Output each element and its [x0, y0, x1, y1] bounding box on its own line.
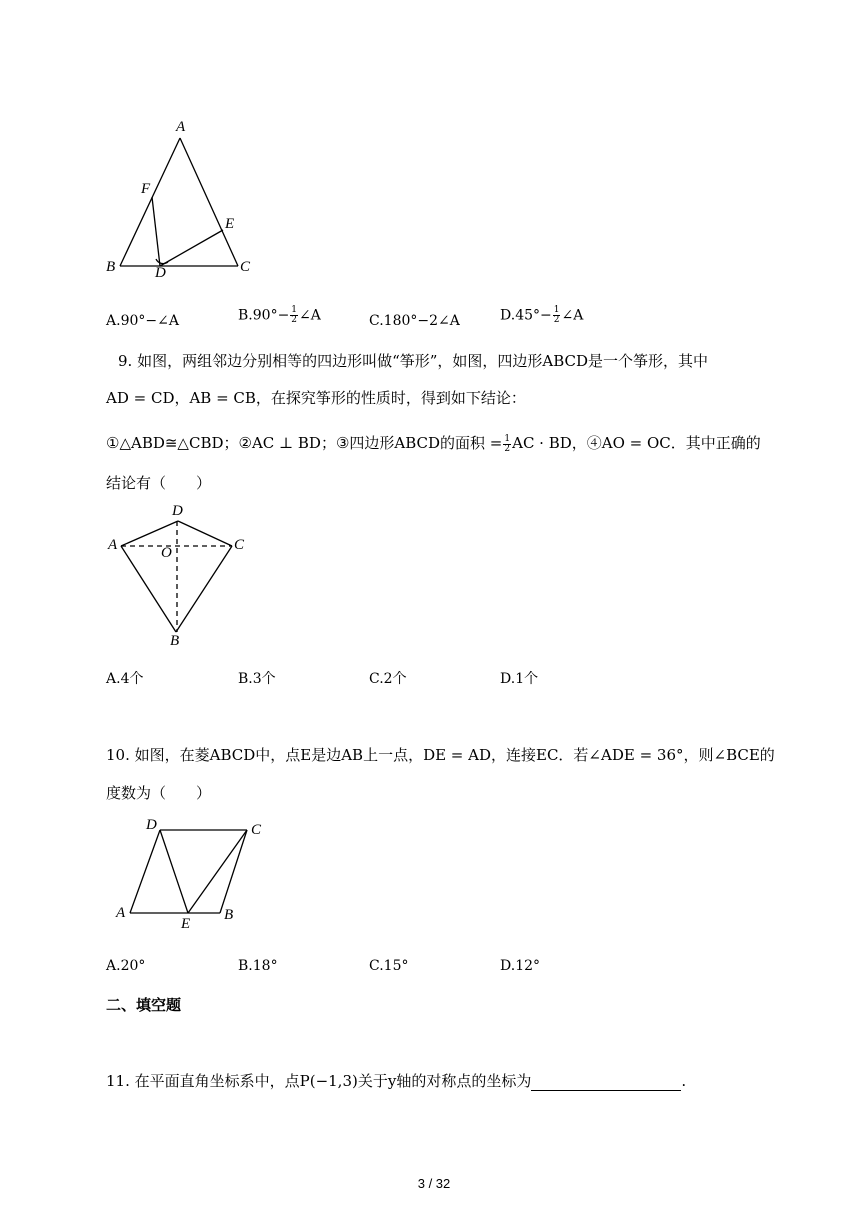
q10-option-b[interactable]: B.18° [238, 958, 278, 974]
q10-option-d[interactable]: D.12° [500, 958, 541, 974]
point-label-b: B [170, 633, 180, 649]
q11-stem: 11. 在平面直角坐标系中，点P(−1,3)关于y轴的对称点的坐标为 . [106, 1072, 687, 1090]
q9-option-a[interactable]: A.4个 [106, 671, 144, 687]
q9-option-c[interactable]: C.2个 [369, 671, 407, 687]
q8-option-c[interactable]: C.180°−2∠A [369, 313, 460, 329]
point-label-b: B [224, 907, 234, 923]
q9-stem-line-4: 结论有（ ） [106, 474, 212, 492]
q8-option-d[interactable]: D.45°− $\frac{1}{2}$ ∠A [500, 305, 584, 325]
point-label-a: A [116, 905, 126, 921]
point-label-c: C [240, 259, 251, 275]
page-number: 3 / 32 [417, 1176, 451, 1191]
q9-option-d[interactable]: D.1个 [500, 671, 539, 687]
section-title: 二、填空题 [106, 996, 182, 1014]
q10-option-c[interactable]: C.15° [369, 958, 409, 974]
q9-option-b[interactable]: B.3个 [238, 671, 276, 687]
point-label-c: C [251, 822, 262, 838]
point-label-d: D [172, 503, 183, 519]
point-label-b: B [106, 259, 116, 275]
q8-option-b[interactable]: B.90°− $\frac{1}{2}$ ∠A [238, 305, 321, 325]
point-label-f: F [141, 181, 151, 197]
q10-stem-line-2: 度数为（ ） [106, 784, 212, 802]
q8-option-a[interactable]: A.90°−∠A [106, 313, 179, 329]
answer-blank[interactable] [531, 1076, 681, 1091]
point-label-d: D [146, 817, 157, 833]
point-label-d: D [155, 265, 166, 281]
fraction-half: $\frac{1}{2}$ [504, 433, 511, 454]
q9-stem-line-3: ①△ABD≅△CBD；②AC ⊥ BD；③四边形ABCD的面积 = $\frac{1}{2}$ AC · BD，④AO = OC．其中正确的 [106, 433, 761, 454]
point-label-a: A [108, 537, 118, 553]
point-label-e: E [181, 916, 191, 932]
q10-option-a[interactable]: A.20° [106, 958, 146, 974]
q9-stem-line-1: 9. 如图，两组邻边分别相等的四边形叫做“筝形”，如图，四边形ABCD是一个筝形，其中 [118, 352, 709, 370]
point-label-e: E [225, 216, 235, 232]
fraction-half: $\frac{1}{2}$ [553, 305, 560, 325]
point-label-c: C [234, 537, 245, 553]
fraction-half: $\frac{1}{2}$ [291, 305, 298, 325]
point-label-o: O [161, 545, 172, 561]
q9-stem-line-2: AD = CD，AB = CB，在探究筝形的性质时，得到如下结论： [106, 389, 526, 407]
point-label-a: A [176, 119, 186, 135]
q10-stem-line-1: 10. 如图，在菱ABCD中，点E是边AB上一点，DE = AD，连接EC．若∠ADE = 36°，则∠BCE的 [106, 746, 775, 764]
